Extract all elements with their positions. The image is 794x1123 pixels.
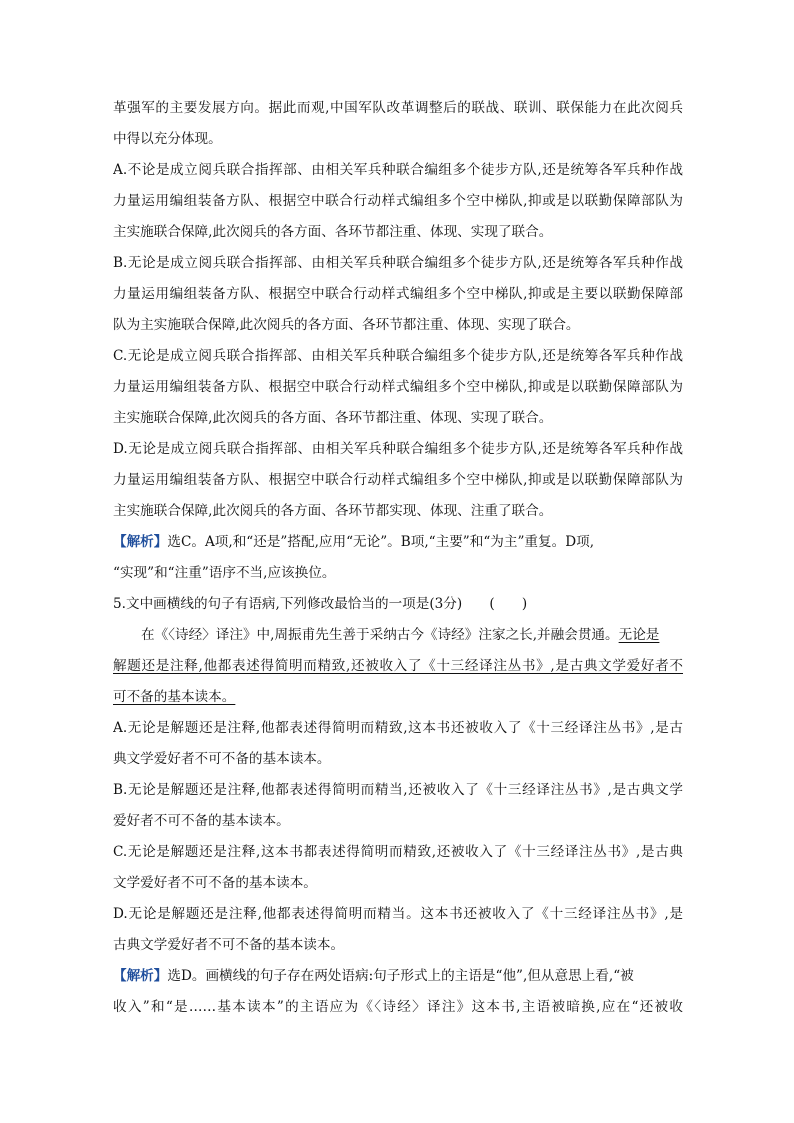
q5-option-d-line-1: D.无论是解题还是注释,他都表述得简明而精当。这本书还被收入了《十三经译注丛书》,是 [113,906,683,922]
q5-option-a-line-1: A.无论是解题还是注释,他都表述得简明而精致,这本书还被收入了《十三经译注丛书》,是古 [113,720,683,736]
underlined-sentence-start: 无论是 [618,627,660,643]
underlined-sentence-end: 可不备的基本读本。 [113,689,236,705]
q5-option-b-line-1: B.无论是解题还是注释,他都表述得简明而精当,还被收入了《十三经译注丛书》,是古典文学 [113,782,683,798]
q4-option-d-line-2: 力量运用编组装备方队、根据空中联合行动样式编组多个空中梯队,抑或是以联勤保障部队为 [113,472,683,488]
analysis-tag: 【解析】 [113,968,168,984]
q5-passage-line-2 [113,651,683,682]
q5-option-c-line-1: C.无论是解题还是注释,这本书都表述得简明而精致,还被收入了《十三经译注丛书》,是古典 [113,844,683,860]
q5-option-a-line-2: 典文学爱好者不可不备的基本读本。 [113,751,331,767]
q4-option-c-line-2: 力量运用编组装备方队、根据空中联合行动样式编组多个空中梯队,抑或是以联勤保障部队为 [113,379,683,395]
q4-option-c-line-3: 主实施联合保障,此次阅兵的各方面、各环节都注重、体现、实现了联合。 [113,410,553,426]
analysis-tag: 【解析】 [113,534,168,550]
intro-line-1: 革强军的主要发展方向。据此而观,中国军队改革调整后的联战、联训、联保能力在此次阅兵 [113,100,683,116]
q5-option-b-line-2: 爱好者不可不备的基本读本。 [113,813,290,829]
q4-option-b-line-3: 队为主实施联合保障,此次阅兵的各方面、各环节都注重、体现、实现了联合。 [113,317,580,333]
q5-analysis-line-2: 收入”和“是……基本读本”的主语应为《〈诗经〉译注》这本书,主语被暗换,应在“还被收 [113,999,683,1015]
q4-option-b-line-2: 力量运用编组装备方队、根据空中联合行动样式编组多个空中梯队,抑或是主要以联勤保障部 [113,286,683,302]
q5-stem: 5.文中画横线的句子有语病,下列修改最恰当的一项是(3分) ( ) [113,596,528,612]
q4-option-c-line-1: C.无论是成立阅兵联合指挥部、由相关军兵种联合编组多个徒步方队,还是统筹各军兵种作战 [113,348,683,364]
q5-passage-line-1: 在《〈诗经〉译注》中,周振甫先生善于采纳古今《诗经》注家之长,并融会贯通。无论是 [141,627,660,643]
document-page [113,93,683,1023]
q5-option-d-line-2: 古典文学爱好者不可不备的基本读本。 [113,937,345,953]
q4-option-a-line-3: 主实施联合保障,此次阅兵的各方面、各环节都注重、体现、实现了联合。 [113,224,553,240]
q4-analysis-line-2: “实现”和“注重”语序不当,应该换位。 [113,565,336,581]
underlined-sentence-middle: 解题还是注释,他都表述得简明而精致,还被收入了《十三经译注丛书》,是古典文学爱好者不 [113,658,683,674]
q5-option-c-line-2: 文学爱好者不可不备的基本读本。 [113,875,317,891]
q4-option-d-line-1: D.无论是成立阅兵联合指挥部、由相关军兵种联合编组多个徒步方队,还是统筹各军兵种作战 [113,441,683,457]
q4-option-d-line-3: 主实施联合保障,此次阅兵的各方面、各环节都实现、体现、注重了联合。 [113,503,553,519]
q5-analysis-line-1: 【解析】选D。画横线的句子存在两处语病:句子形式上的主语是“他”,但从意思上看,“被 [113,968,634,984]
q4-option-a-line-2: 力量运用编组装备方队、根据空中联合行动样式编组多个空中梯队,抑或是以联勤保障部队为 [113,193,683,209]
q4-option-b-line-1: B.无论是成立阅兵联合指挥部、由相关军兵种联合编组多个徒步方队,还是统筹各军兵种作战 [113,255,683,271]
intro-line-2: 中得以充分体现。 [113,131,222,147]
q4-analysis-line-1: 【解析】选C。A项,和“还是”搭配,应用“无论”。B项,“主要”和“为主”重复。D项, [113,534,595,550]
q5-passage-line-3 [113,682,683,713]
q4-option-a-line-1: A.不论是成立阅兵联合指挥部、由相关军兵种联合编组多个徒步方队,还是统筹各军兵种作战 [113,162,683,178]
